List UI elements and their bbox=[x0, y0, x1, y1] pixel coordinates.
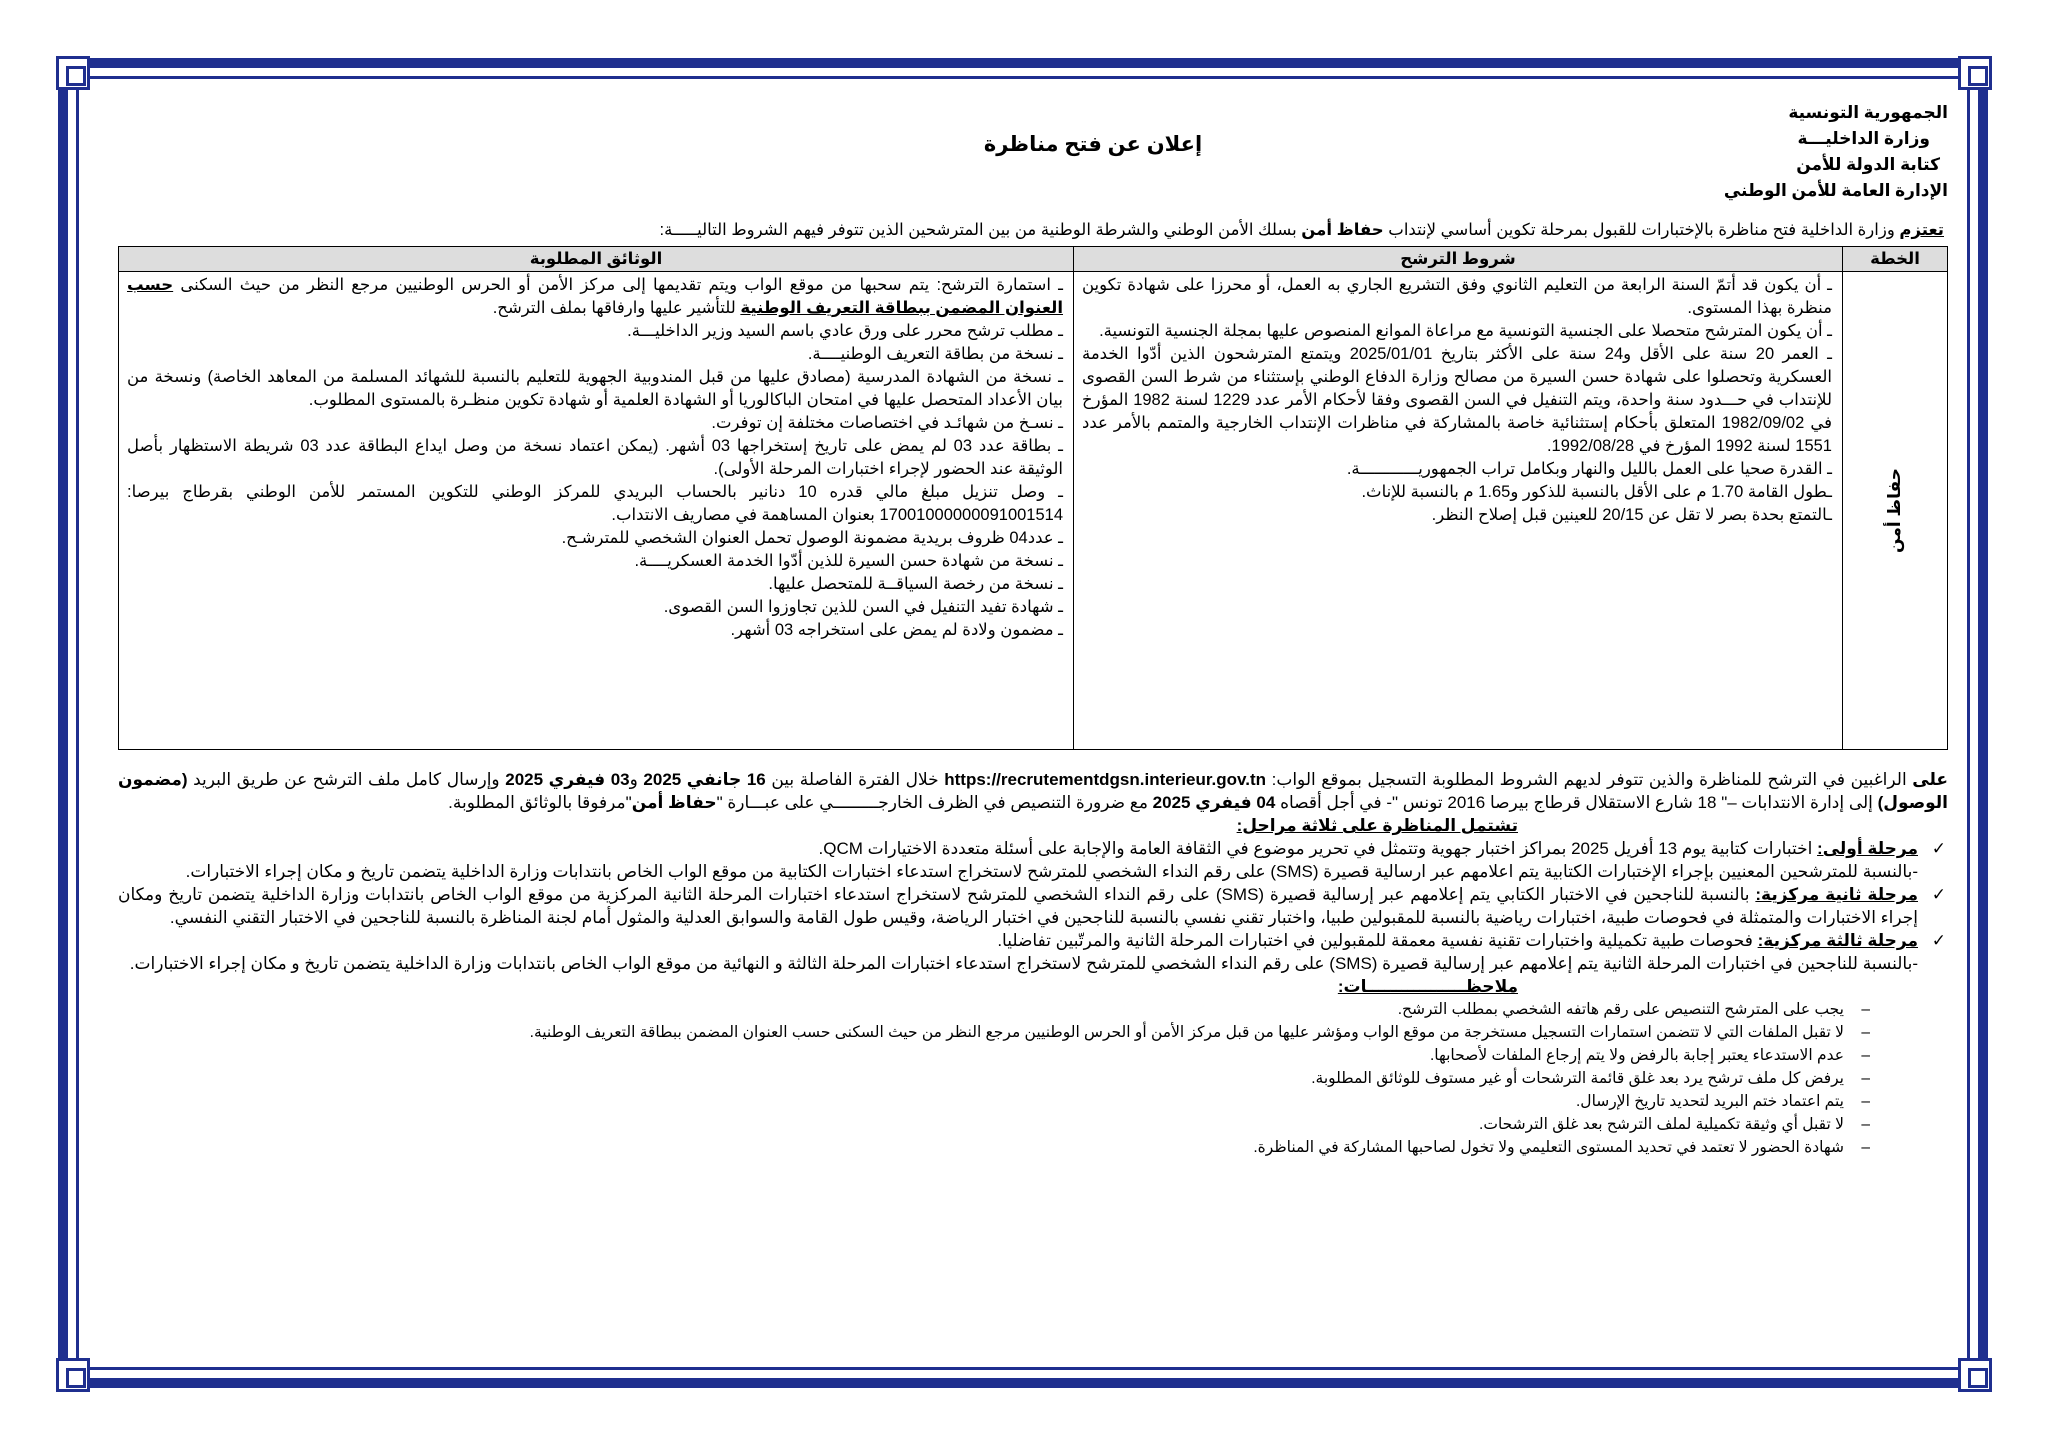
condition-item: ـ أن يكون المترشح متحصلا على الجنسية التونسية مع مراعاة الموانع المنصوص عليها بمجلة الجنسية التونسية. bbox=[1099, 322, 1832, 340]
intro-text: وزارة الداخلية فتح مناظرة بالإختبارات للقبول بمرحلة تكوين أساسي لإنتداب bbox=[1383, 221, 1900, 239]
stage-item bbox=[118, 883, 1948, 929]
frame-corner-ornament bbox=[1958, 1358, 1992, 1392]
document-item: ـ استمارة الترشح: يتم سحبها من موقع الواب ويتم تقديمها إلى مركز الأمن أو الحرس الوطنيين مرجع النظر من حيث السكنى حسب العنوان المضمن ببطاقة التعريف الوطنية للتأشير عليها وارفاقها بملف الترشح. bbox=[127, 276, 1063, 317]
intro-post: بسلك الأمن الوطني والشرطة الوطنية من بين المترشحين الذين تتوفر فيهم الشروط التاليـــــة: bbox=[659, 221, 1302, 239]
document-item: ـ وصل تنزيل مبلغ مالي قدره 10 دنانير بالحساب البريدي للمركز الوطني للتكوين المستمر للأمن الوطني بقرطاج بيرصا: 17001000000091001514 بعنوان المساهمة في مصاريف الانتداب. bbox=[127, 483, 1063, 524]
period-start: 16 جانفي 2025 bbox=[643, 770, 766, 789]
intro-paragraph bbox=[660, 220, 1944, 240]
documents-cell bbox=[119, 272, 1074, 750]
document-item: ـ نسخة من شهادة حسن السيرة للذين أدّوا الخدمة العسكريــــة. bbox=[634, 552, 1063, 570]
stage-text: اختبارات كتابية يوم 13 أفريل 2025 بمراكز اختبار جهوية وتتمثل في تحرير موضوع في الثقافة العامة والإجابة على أسئلة متعددة الاختيارات QCM. bbox=[818, 839, 1818, 858]
plan-cell bbox=[1843, 272, 1948, 750]
announcement-title: إعلان عن فتح مناظرة bbox=[983, 133, 1203, 156]
stages-title-text: تشتمل المناظرة على ثلاثة مراحل: bbox=[1236, 816, 1518, 835]
document-item: ـ مطلب ترشح محرر على ورق عادي باسم السيد وزير الداخليـــة. bbox=[627, 322, 1063, 340]
directorate-name: الإدارة العامة للأمن الوطني bbox=[1723, 181, 1948, 200]
stage-text: بالنسبة للناجحين في الاختبار الكتابي يتم إعلامهم عبر إرسالية قصيرة (SMS) على رقم النداء الشخصي للمترشح لاستخراج استدعاء اختبارات المرحلة الثانية المركزية من موقع الواب الخاص بانتدابات وزارة الداخلية يتضمن تاريخ ومكان إجراء الاختبارات والمتمثلة في فحوصات طبية، اختبارات رياضية بالنسبة للمقبولين طبيا، واختبار تقني نفسي بالنسبة للناجحين في اختبار الرياضة، وقيس طول القامة والسوابق العدلية والمثول أمام لجنة المناظرة بالنسبة للناجحين في الاختبار التقني النفسي. bbox=[118, 885, 1918, 927]
ministry-name: وزارة الداخليـــة bbox=[1797, 129, 1930, 148]
stage-label: مرحلة أولى: bbox=[1817, 839, 1918, 858]
secretariat-name: كتابة الدولة للأمن bbox=[1796, 155, 1940, 174]
stage-subtext: -بالنسبة للمترشحين المعنيين بإجراء الإختبارات الكتابية يتم اعلامهم عبر ارسالية قصيرة (SMS) على رقم النداء الشخصي للمترشح لاستخراج استدعاء اختبارات الكتابية من موقع الواب الخاص بانتدابات وزارة الداخلية يتضمن تاريخ و مكان إجراء الاختبارات. bbox=[185, 862, 1918, 881]
application-text: "مرفوقا بالوثائق المطلوبة. bbox=[448, 793, 632, 812]
stage-label: مرحلة ثانية مركزية: bbox=[1755, 885, 1918, 904]
note-item: – يجب على المترشح التنصيص على رقم هاتفه الشخصي بمطلب الترشح. bbox=[118, 998, 1870, 1021]
stages-title bbox=[118, 814, 1948, 837]
header-documents: الوثائق المطلوبة bbox=[119, 247, 1074, 272]
condition-item: ـطول القامة 1.70 م على الأقل بالنسبة للذكور و1.65 م بالنسبة للإناث. bbox=[1361, 483, 1832, 501]
table-header-row bbox=[119, 247, 1948, 272]
stages-list bbox=[118, 837, 1948, 975]
condition-item: ـ العمر 20 سنة على الأقل و24 سنة على الأكثر بتاريخ 2025/01/01 ويتمتع المترشحون الذين أدّوا الخدمة العسكرية وتحصلوا على شهادة حسن السيرة من مصالح وزارة الدفاع الوطني بإستثناء من شرط السن القصوى للإنتداب في حـــدود سنة واحدة، ويتم التنفيل في السن القصوى وفقا لأحكام الأمر عدد 1229 لسنة 1982 المؤرخ في 1982/09/02 المتعلق بأحكام إستثنائية خاصة بالمشاركة في مناظرات الإنتداب الخارجية والمتمم بالأمر عدد 1551 لسنة 1992 المؤرخ في 1992/08/28. bbox=[1082, 345, 1832, 455]
condition-item: ـ أن يكون قد أتمّ السنة الرابعة من التعليم الثانوي وفق التشريع الجاري به العمل، أو محرزا على شهادة تكوين منظرة بهذا المستوى. bbox=[1082, 276, 1832, 317]
document-item: ـ شهادة تفيد التنفيل في السن للذين تجاوزوا السن القصوى. bbox=[663, 598, 1063, 616]
document-item: ـ نسخة من رخصة السياقــة للمتحصل عليها. bbox=[768, 575, 1063, 593]
requirements-table bbox=[118, 246, 1948, 750]
stage-label: مرحلة ثالثة مركزية: bbox=[1757, 931, 1918, 950]
document-item: ـ بطاقة عدد 03 لم يمض على تاريخ إستخراجها 03 أشهر. (يمكن اعتماد نسخة من وصل ايداع البطاقة عدد 03 شريطة الاستظهار بأصل الوثيقة عند الحضور لإجراء اختبارات المرحلة الأولى). bbox=[127, 437, 1063, 478]
checkmark-icon: ✓ bbox=[1931, 839, 1946, 858]
application-text: الراغبين في الترشح للمناظرة والذين تتوفر لديهم الشروط المطلوبة التسجيل بموقع الواب: bbox=[1266, 770, 1913, 789]
envelope-rank: حفاظ أمن bbox=[631, 793, 717, 812]
documents-list bbox=[127, 274, 1063, 642]
conditions-list bbox=[1082, 274, 1832, 527]
note-item: – يرفض كل ملف ترشح يرد بعد غلق قائمة الترشحات أو غير مستوف للوثائق المطلوبة. bbox=[118, 1067, 1870, 1090]
document-item: ـ نسخة من بطاقة التعريف الوطنيــــة. bbox=[807, 345, 1063, 363]
header-plan: الخطة bbox=[1843, 247, 1948, 272]
notes-title: ملاحظـــــــــــــــــات: bbox=[1337, 977, 1518, 996]
address-emphasis: حسب العنوان المضمن ببطاقة التعريف الوطنية bbox=[127, 276, 1063, 317]
note-item: – يتم اعتماد ختم البريد لتحديد تاريخ الإرسال. bbox=[118, 1090, 1870, 1113]
mail-type: (مضمون الوصول) bbox=[118, 770, 1948, 812]
registration-url[interactable]: https://recrutementdgsn.interieur.gov.tn bbox=[944, 770, 1267, 789]
application-text: خلال الفترة الفاصلة بين bbox=[765, 770, 945, 789]
document-content bbox=[118, 92, 1948, 1352]
application-lead: على bbox=[1912, 770, 1949, 789]
republic-name: الجمهورية التونسية bbox=[1788, 103, 1948, 122]
note-item: – عدم الاستدعاء يعتبر إجابة بالرفض ولا يتم إرجاع الملفات لأصحابها. bbox=[118, 1044, 1870, 1067]
table-row bbox=[119, 272, 1948, 750]
announcement-body bbox=[118, 768, 1948, 1159]
notes-list bbox=[118, 998, 1948, 1159]
checkmark-icon: ✓ bbox=[1931, 885, 1946, 904]
intro-rank: حفاظ أمن bbox=[1301, 221, 1384, 239]
application-paragraph bbox=[118, 768, 1948, 814]
checkmark-icon: ✓ bbox=[1931, 931, 1946, 950]
header-conditions: شروط الترشح bbox=[1074, 247, 1843, 272]
note-item: – لا تقبل الملفات التي لا تتضمن استمارات التسجيل مستخرجة من موقع الواب ومؤشر عليها من قبل مركز الأمن أو الحرس الوطنيين مرجع النظر من حيث السكنى حسب العنوان المضمن ببطاقة التعريف الوطنية. bbox=[118, 1021, 1870, 1044]
period-end: 03 فيفري 2025 bbox=[505, 770, 630, 789]
stage-item bbox=[118, 929, 1948, 952]
frame-corner-ornament bbox=[1958, 56, 1992, 90]
announcement-title-wrap bbox=[118, 132, 1948, 157]
frame-corner-ornament bbox=[56, 1358, 90, 1392]
note-item: – لا تقبل أي وثيقة تكميلية لملف الترشح بعد غلق الترشحات. bbox=[118, 1113, 1870, 1136]
plan-value: حفاظ أمن bbox=[1884, 467, 1904, 553]
condition-item: ـالتمتع بحدة بصر لا تقل عن 20/15 للعينين قبل إصلاح النظر. bbox=[1431, 506, 1832, 524]
intro-lead: تعتزم bbox=[1899, 221, 1944, 239]
document-item: ـ عدد04 ظروف بريدية مضمونة الوصول تحمل العنوان الشخصي للمترشـح. bbox=[561, 529, 1063, 547]
document-item: ـ نسخة من الشهادة المدرسية (مصادق عليها من قبل المندوبية الجهوية للتعليم بالنسبة للشهائد المسلمة من المعاهد الخاصة) ونسخة من بيان الأعداد المتحصل عليها في امتحان الباكالوريا أو الشهادة العلمية أو شهادة تكوين منظـرة بالمستوى المطلوب. bbox=[127, 368, 1063, 409]
mail-deadline: 04 فيفري 2025 bbox=[1152, 793, 1276, 812]
conditions-cell bbox=[1074, 272, 1843, 750]
stage-item bbox=[118, 837, 1948, 860]
note-item: – شهادة الحضور لا تعتمد في تحديد المستوى التعليمي ولا تخول لصاحبها المشاركة في المناظرة. bbox=[118, 1136, 1870, 1159]
stage-subtext: -بالنسبة للناجحين في اختبارات المرحلة الثانية يتم إعلامهم عبر إرسالية قصيرة (SMS) على رقم النداء الشخصي للمترشح لاستخراج استدعاء اختبارات المرحلة الثالثة و النهائية من موقع الواب الخاص بانتدابات وزارة الداخلية يتضمن تاريخ و مكان إجراء الاختبارات. bbox=[129, 954, 1918, 973]
frame-corner-ornament bbox=[56, 56, 90, 90]
application-text: و bbox=[629, 770, 644, 789]
condition-item: ـ القدرة صحيا على العمل بالليل والنهار وبكامل تراب الجمهوريــــــــــــة. bbox=[1346, 460, 1832, 478]
application-text: وإرسال كامل ملف الترشح عن طريق البريد bbox=[187, 770, 506, 789]
document-item: ـ مضمون ولادة لم يمض على استخراجه 03 أشهر. bbox=[730, 621, 1063, 639]
document-item: ـ نسـخ من شهائـد في اختصاصات مختلفة إن توفرت. bbox=[711, 414, 1063, 432]
application-text: إلى إدارة الانتدابات –" 18 شارع الاستقلال قرطاج بيرصا 2016 تونس "- في أجل أقصاه bbox=[1275, 793, 1878, 812]
application-text: مع ضرورة التنصيص في الظرف الخارجـــــــــي على عبـــارة " bbox=[716, 793, 1153, 812]
stage-text: فحوصات طبية تكميلية واختبارات تقنية نفسية معمقة للمقبولين في اختبارات المرحلة الثانية والمرتّبين تفاضليا. bbox=[997, 931, 1758, 950]
